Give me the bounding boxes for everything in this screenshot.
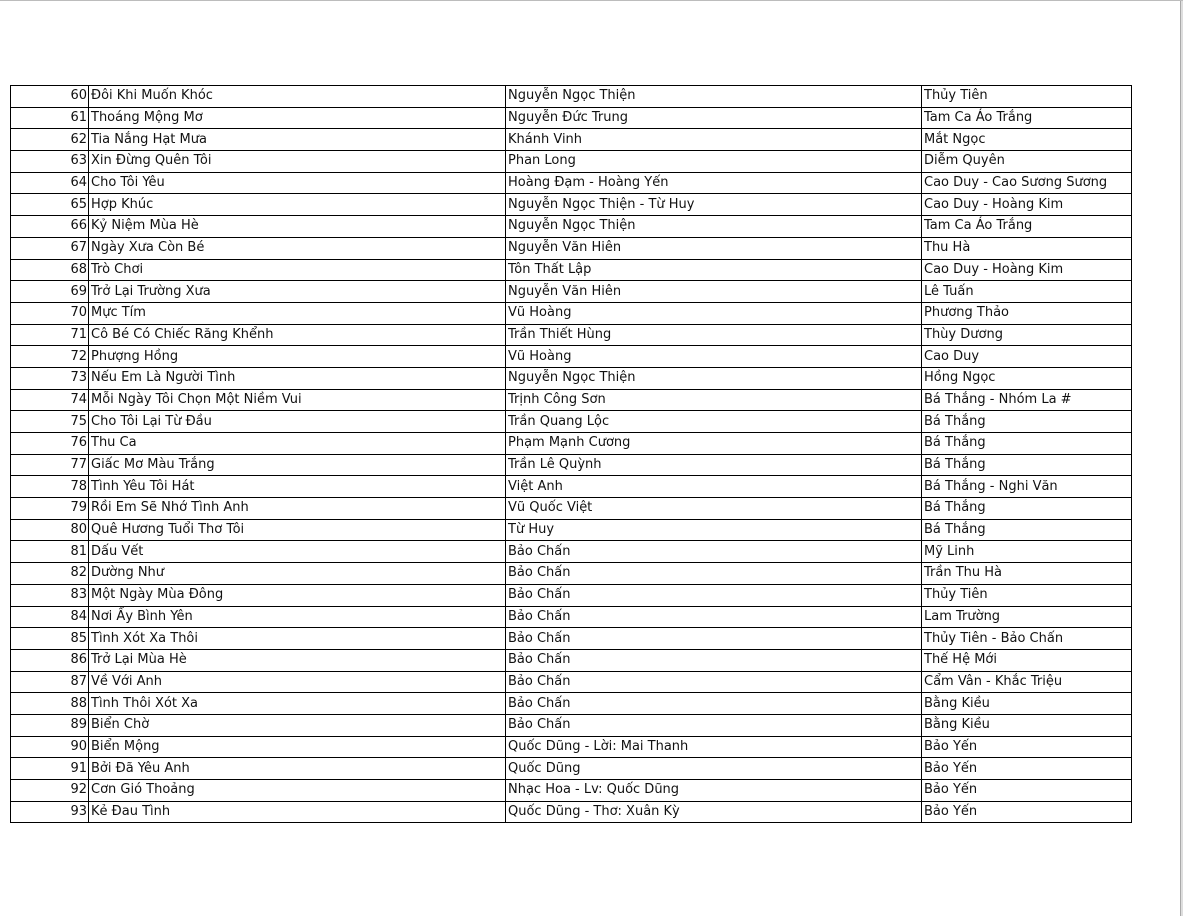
song-singer-cell: Cẩm Vân - Khắc Triệu <box>922 671 1132 693</box>
song-number-cell: 79 <box>11 498 89 520</box>
song-title-cell: Đôi Khi Muốn Khóc <box>89 86 506 108</box>
song-singer-cell: Cao Duy - Hoàng Kim <box>922 194 1132 216</box>
song-singer-cell: Bảo Yến <box>922 780 1132 802</box>
song-author-cell: Bảo Chấn <box>506 714 922 736</box>
song-singer-cell: Lam Trường <box>922 606 1132 628</box>
song-title-cell: Mỗi Ngày Tôi Chọn Một Niềm Vui <box>89 389 506 411</box>
table-row <box>11 649 1132 671</box>
song-title-cell: Tia Nắng Hạt Mưa <box>89 129 506 151</box>
table-row <box>11 302 1132 324</box>
table-row <box>11 628 1132 650</box>
song-number-cell: 67 <box>11 237 89 259</box>
song-author-cell: Nguyễn Ngọc Thiện <box>506 216 922 238</box>
song-title-cell: Tình Xót Xa Thôi <box>89 628 506 650</box>
song-author-cell: Quốc Dũng - Thơ: Xuân Kỳ <box>506 801 922 823</box>
song-number-cell: 78 <box>11 476 89 498</box>
song-author-cell: Trần Lê Quỳnh <box>506 454 922 476</box>
song-singer-cell: Bá Thắng <box>922 498 1132 520</box>
table-row <box>11 498 1132 520</box>
song-author-cell: Bảo Chấn <box>506 649 922 671</box>
song-title-cell: Dấu Vết <box>89 541 506 563</box>
song-number-cell: 62 <box>11 129 89 151</box>
song-number-cell: 60 <box>11 86 89 108</box>
song-title-cell: Cho Tôi Yêu <box>89 172 506 194</box>
song-number-cell: 70 <box>11 302 89 324</box>
song-title-cell: Trở Lại Mùa Hè <box>89 649 506 671</box>
song-singer-cell: Bằng Kiều <box>922 693 1132 715</box>
table-row <box>11 237 1132 259</box>
song-author-cell: Vũ Hoàng <box>506 302 922 324</box>
song-singer-cell: Diễm Quyên <box>922 151 1132 173</box>
song-author-cell: Nguyễn Văn Hiên <box>506 281 922 303</box>
song-title-cell: Về Với Anh <box>89 671 506 693</box>
song-singer-cell: Cao Duy - Hoàng Kim <box>922 259 1132 281</box>
song-number-cell: 73 <box>11 367 89 389</box>
song-author-cell: Việt Anh <box>506 476 922 498</box>
song-title-cell: Trò Chơi <box>89 259 506 281</box>
song-number-cell: 83 <box>11 584 89 606</box>
song-singer-cell: Cao Duy - Cao Sương Sương <box>922 172 1132 194</box>
song-title-cell: Nếu Em Là Người Tình <box>89 367 506 389</box>
table-row <box>11 714 1132 736</box>
song-number-cell: 90 <box>11 736 89 758</box>
table-row <box>11 86 1132 108</box>
song-number-cell: 75 <box>11 411 89 433</box>
table-row <box>11 476 1132 498</box>
song-author-cell: Nhạc Hoa - Lv: Quốc Dũng <box>506 780 922 802</box>
song-number-cell: 91 <box>11 758 89 780</box>
song-author-cell: Phạm Mạnh Cương <box>506 433 922 455</box>
song-number-cell: 80 <box>11 519 89 541</box>
song-title-cell: Ngày Xưa Còn Bé <box>89 237 506 259</box>
song-singer-cell: Trần Thu Hà <box>922 563 1132 585</box>
song-singer-cell: Phương Thảo <box>922 302 1132 324</box>
table-row <box>11 801 1132 823</box>
table-row <box>11 107 1132 129</box>
song-author-cell: Hoàng Đạm - Hoàng Yến <box>506 172 922 194</box>
song-singer-cell: Mắt Ngọc <box>922 129 1132 151</box>
song-title-cell: Biển Mộng <box>89 736 506 758</box>
song-title-cell: Trở Lại Trường Xưa <box>89 281 506 303</box>
song-singer-cell: Bảo Yến <box>922 736 1132 758</box>
song-singer-cell: Tam Ca Áo Trắng <box>922 107 1132 129</box>
song-singer-cell: Thủy Tiên <box>922 584 1132 606</box>
song-title-cell: Xin Đừng Quên Tôi <box>89 151 506 173</box>
song-author-cell: Quốc Dũng - Lời: Mai Thanh <box>506 736 922 758</box>
song-title-cell: Cơn Gió Thoảng <box>89 780 506 802</box>
song-number-cell: 76 <box>11 433 89 455</box>
song-singer-cell: Bằng Kiều <box>922 714 1132 736</box>
table-row <box>11 367 1132 389</box>
song-number-cell: 72 <box>11 346 89 368</box>
song-author-cell: Bảo Chấn <box>506 693 922 715</box>
song-number-cell: 85 <box>11 628 89 650</box>
table-row <box>11 780 1132 802</box>
song-singer-cell: Hồng Ngọc <box>922 367 1132 389</box>
table-row <box>11 281 1132 303</box>
song-author-cell: Nguyễn Ngọc Thiện <box>506 86 922 108</box>
song-title-cell: Rồi Em Sẽ Nhớ Tình Anh <box>89 498 506 520</box>
song-number-cell: 65 <box>11 194 89 216</box>
song-title-cell: Cô Bé Có Chiếc Răng Khểnh <box>89 324 506 346</box>
song-singer-cell: Tam Ca Áo Trắng <box>922 216 1132 238</box>
song-singer-cell: Bá Thắng <box>922 519 1132 541</box>
table-row <box>11 736 1132 758</box>
song-title-cell: Bởi Đã Yêu Anh <box>89 758 506 780</box>
song-singer-cell: Bảo Yến <box>922 758 1132 780</box>
song-author-cell: Nguyễn Ngọc Thiện <box>506 367 922 389</box>
song-author-cell: Nguyễn Đức Trung <box>506 107 922 129</box>
song-number-cell: 88 <box>11 693 89 715</box>
song-author-cell: Nguyễn Văn Hiên <box>506 237 922 259</box>
song-author-cell: Trần Quang Lộc <box>506 411 922 433</box>
song-title-cell: Thu Ca <box>89 433 506 455</box>
song-title-cell: Tình Yêu Tôi Hát <box>89 476 506 498</box>
song-number-cell: 92 <box>11 780 89 802</box>
song-singer-cell: Bá Thắng - Nhóm La # <box>922 389 1132 411</box>
table-row <box>11 411 1132 433</box>
table-row <box>11 758 1132 780</box>
table-row <box>11 541 1132 563</box>
song-title-cell: Nơi Ấy Bình Yên <box>89 606 506 628</box>
song-singer-cell: Cao Duy <box>922 346 1132 368</box>
song-number-cell: 64 <box>11 172 89 194</box>
song-singer-cell: Bá Thắng - Nghi Văn <box>922 476 1132 498</box>
song-author-cell: Khánh Vinh <box>506 129 922 151</box>
table-row <box>11 216 1132 238</box>
song-title-cell: Hợp Khúc <box>89 194 506 216</box>
song-number-cell: 69 <box>11 281 89 303</box>
song-number-cell: 61 <box>11 107 89 129</box>
song-author-cell: Trần Thiết Hùng <box>506 324 922 346</box>
song-author-cell: Bảo Chấn <box>506 584 922 606</box>
song-number-cell: 87 <box>11 671 89 693</box>
table-row <box>11 259 1132 281</box>
table-row <box>11 606 1132 628</box>
song-title-cell: Quê Hương Tuổi Thơ Tôi <box>89 519 506 541</box>
song-singer-cell: Thu Hà <box>922 237 1132 259</box>
table-row <box>11 454 1132 476</box>
song-author-cell: Bảo Chấn <box>506 671 922 693</box>
song-table-body <box>11 86 1132 823</box>
table-row <box>11 346 1132 368</box>
song-title-cell: Phượng Hồng <box>89 346 506 368</box>
song-author-cell: Bảo Chấn <box>506 563 922 585</box>
song-singer-cell: Bảo Yến <box>922 801 1132 823</box>
table-row <box>11 324 1132 346</box>
song-number-cell: 74 <box>11 389 89 411</box>
table-row <box>11 671 1132 693</box>
song-author-cell: Tôn Thất Lập <box>506 259 922 281</box>
song-author-cell: Bảo Chấn <box>506 606 922 628</box>
song-title-cell: Dường Như <box>89 563 506 585</box>
song-author-cell: Vũ Quốc Việt <box>506 498 922 520</box>
song-author-cell: Bảo Chấn <box>506 541 922 563</box>
song-number-cell: 89 <box>11 714 89 736</box>
song-title-cell: Cho Tôi Lại Từ Đầu <box>89 411 506 433</box>
table-row <box>11 693 1132 715</box>
song-number-cell: 81 <box>11 541 89 563</box>
song-number-cell: 77 <box>11 454 89 476</box>
song-singer-cell: Bá Thắng <box>922 433 1132 455</box>
table-row <box>11 563 1132 585</box>
song-title-cell: Mực Tím <box>89 302 506 324</box>
song-singer-cell: Thủy Tiên - Bảo Chấn <box>922 628 1132 650</box>
song-title-cell: Giấc Mơ Màu Trắng <box>89 454 506 476</box>
song-title-cell: Kỷ Niệm Mùa Hè <box>89 216 506 238</box>
song-singer-cell: Bá Thắng <box>922 454 1132 476</box>
song-singer-cell: Bá Thắng <box>922 411 1132 433</box>
table-row <box>11 194 1132 216</box>
table-row <box>11 584 1132 606</box>
table-row <box>11 433 1132 455</box>
song-author-cell: Bảo Chấn <box>506 628 922 650</box>
song-author-cell: Phan Long <box>506 151 922 173</box>
song-title-cell: Một Ngày Mùa Đông <box>89 584 506 606</box>
song-author-cell: Vũ Hoàng <box>506 346 922 368</box>
song-number-cell: 71 <box>11 324 89 346</box>
song-number-cell: 66 <box>11 216 89 238</box>
song-title-cell: Biển Chờ <box>89 714 506 736</box>
song-title-cell: Tình Thôi Xót Xa <box>89 693 506 715</box>
song-number-cell: 93 <box>11 801 89 823</box>
table-row <box>11 389 1132 411</box>
song-number-cell: 86 <box>11 649 89 671</box>
song-singer-cell: Thế Hệ Mới <box>922 649 1132 671</box>
song-number-cell: 84 <box>11 606 89 628</box>
song-number-cell: 68 <box>11 259 89 281</box>
song-author-cell: Trịnh Công Sơn <box>506 389 922 411</box>
table-row <box>11 519 1132 541</box>
song-author-cell: Nguyễn Ngọc Thiện - Từ Huy <box>506 194 922 216</box>
table-row <box>11 129 1132 151</box>
song-number-cell: 82 <box>11 563 89 585</box>
song-singer-cell: Lê Tuấn <box>922 281 1132 303</box>
song-singer-cell: Mỹ Linh <box>922 541 1132 563</box>
song-singer-cell: Thùy Dương <box>922 324 1132 346</box>
song-author-cell: Từ Huy <box>506 519 922 541</box>
song-table <box>10 85 1132 823</box>
song-singer-cell: Thủy Tiên <box>922 86 1132 108</box>
table-row <box>11 151 1132 173</box>
song-title-cell: Kẻ Đau Tình <box>89 801 506 823</box>
table-row <box>11 172 1132 194</box>
song-author-cell: Quốc Dũng <box>506 758 922 780</box>
song-title-cell: Thoáng Mộng Mơ <box>89 107 506 129</box>
song-number-cell: 63 <box>11 151 89 173</box>
